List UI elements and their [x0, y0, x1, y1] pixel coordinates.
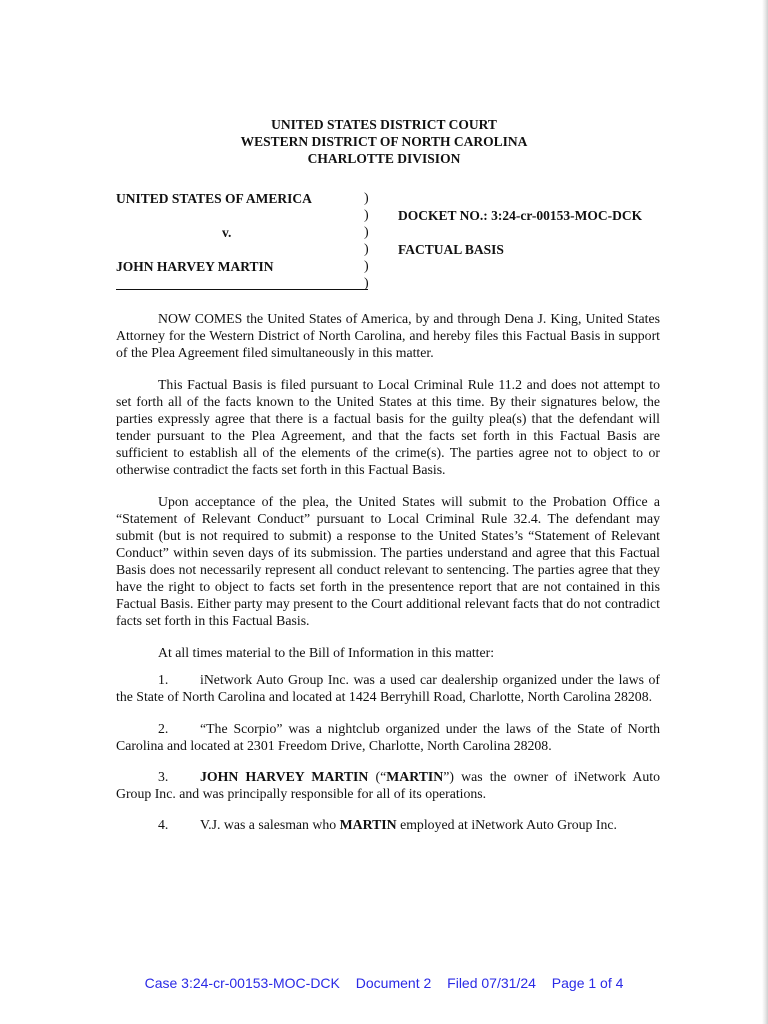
paragraph-material-times: At all times material to the Bill of Information in this matter: [158, 645, 495, 660]
item-text: ”) was the owner of iNetwork Auto Group Inc. and was principally responsible for all of its operations. [116, 769, 661, 801]
defendant-alias-bold: MARTIN [339, 817, 397, 832]
court-division: CHARLOTTE DIVISION [307, 151, 461, 166]
item-number: 3. [158, 769, 169, 784]
body-paragraphs [116, 310, 660, 676]
defendant-alias-bold: MARTIN [386, 769, 444, 784]
defendant-name-bold: JOHN HARVEY MARTIN [200, 769, 369, 784]
item-text: iNetwork Auto Group Inc. was a used car dealership organized under the laws of the State of North Carolina and located at 1424 Berryhill Road, Charlotte, North Carolina 28208. [116, 672, 660, 704]
defendant-name: JOHN HARVEY MARTIN [116, 259, 274, 274]
caption-paren: ) [364, 242, 369, 257]
item-text-pre: V.J. was a salesman who [200, 817, 340, 832]
item-text: employed at iNetwork Auto Group Inc. [396, 817, 617, 832]
footer-document: Document 2 [355, 975, 432, 991]
caption-paren: ) [364, 208, 369, 223]
footer-page: Page 1 of 4 [551, 975, 624, 991]
caption-paren: ) [364, 225, 369, 240]
court-name: UNITED STATES DISTRICT COURT [271, 117, 497, 132]
paragraph-relevant-conduct: Upon acceptance of the plea, the United States will submit to the Probation Office a “Statement of Relevant Conduct” pursuant to Local Criminal Rule 32.4. The defendant may submit (but is not required to submit) a response to the United States’s “Statement of Relevant Conduct” within seven days of its submission. The parties understand and agree that this Factual Basis does not necessarily represent all conduct relevant to sentencing. The parties agree that they have the right to object to facts set forth in the presentence report that are not contained in this Factual Basis. Either party may present to the Court additional relevant facts that do not contradict facts set forth in this Factual Basis. [116, 494, 660, 628]
caption-paren: ) [364, 276, 369, 291]
item-number: 1. [158, 672, 169, 687]
footer-case-number: Case 3:24-cr-00153-MOC-DCK [144, 975, 340, 991]
item-text-mid: (“ [368, 769, 387, 784]
caption-rule [116, 289, 368, 290]
ecf-footer [0, 975, 768, 991]
plaintiff-name: UNITED STATES OF AMERICA [116, 191, 312, 206]
numbered-item-2 [116, 720, 660, 754]
caption-paren: ) [364, 191, 369, 206]
item-number: 2. [158, 721, 169, 736]
numbered-item-4 [116, 816, 660, 833]
document-title: FACTUAL BASIS [398, 242, 504, 257]
item-number: 4. [158, 817, 169, 832]
versus-label: v. [222, 225, 232, 240]
footer-filed-date: Filed 07/31/24 [447, 975, 536, 991]
docket-number: DOCKET NO.: 3:24-cr-00153-MOC-DCK [398, 208, 643, 223]
paragraph-factual-basis: This Factual Basis is filed pursuant to Local Criminal Rule 11.2 and does not attempt to set forth all of the facts known to the United States at this time. By their signatures below, the parties expressly agree that there is a factual basis for the guilty plea(s) that the defendant will tender pursuant to the Plea Agreement, and that the facts set forth in this Factual Basis are sufficient to establish all of the elements of the crime(s). The parties agree not to object to or otherwise contradict the facts set forth in this Factual Basis. [116, 377, 660, 477]
paragraph-intro: NOW COMES the United States of America, by and through Dena J. King, United States Attorney for the Western District of North Carolina, and hereby files this Factual Basis in support of the Plea Agreement filed simultaneously in this matter. [116, 311, 660, 360]
caption-paren: ) [364, 259, 369, 274]
court-district: WESTERN DISTRICT OF NORTH CAROLINA [240, 134, 528, 149]
numbered-item-3 [116, 768, 660, 802]
numbered-item-1 [116, 671, 660, 705]
court-heading [0, 116, 768, 167]
item-text: “The Scorpio” was a nightclub organized under the laws of the State of North Carolina and located at 2301 Freedom Drive, Charlotte, North Carolina 28208. [116, 721, 660, 753]
